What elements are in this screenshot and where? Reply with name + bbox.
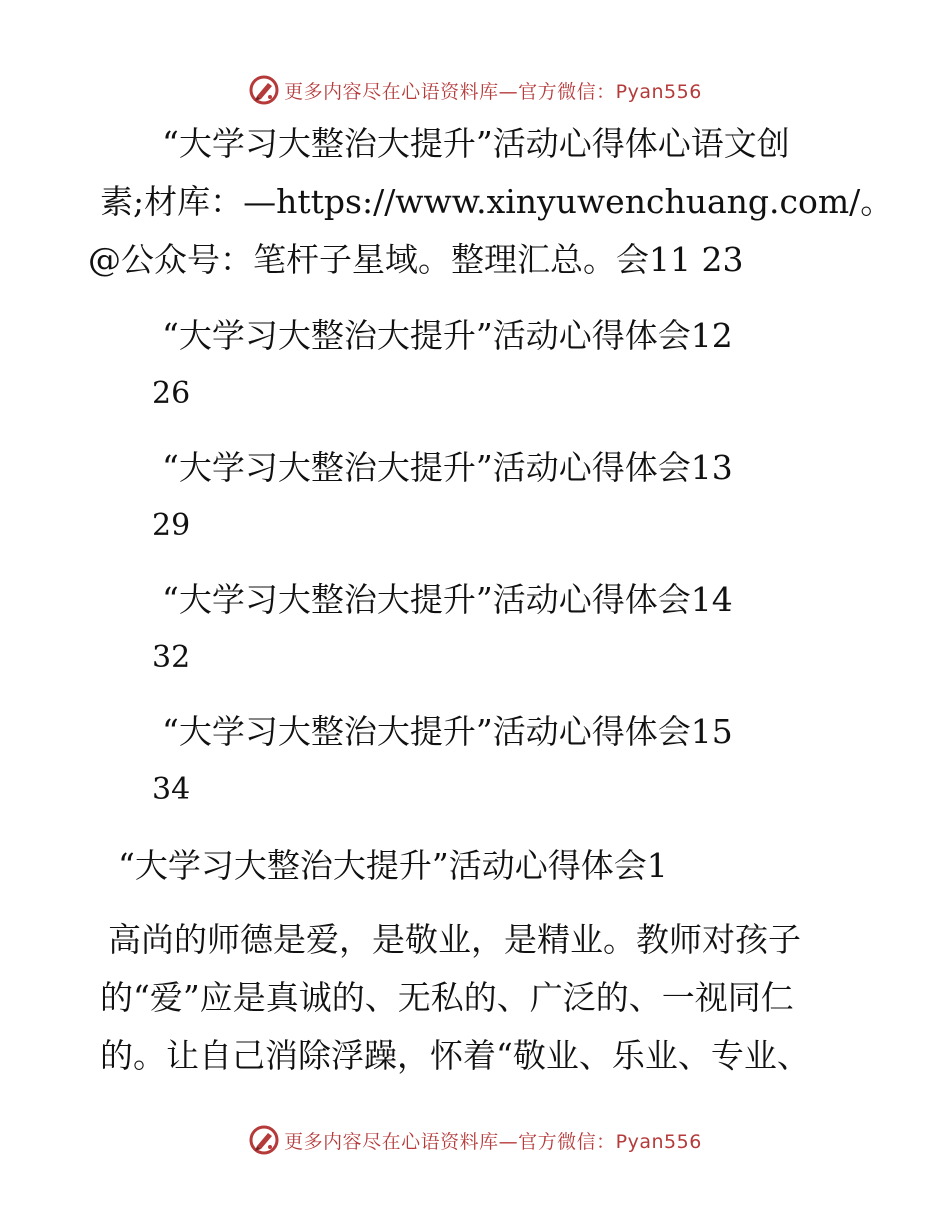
section-heading: “大学习大整治大提升”活动心得体会1: [118, 846, 668, 885]
toc-entry-page: 26: [152, 376, 191, 411]
pen-seal-icon: [248, 74, 280, 106]
toc-entry-title: “大学习大整治大提升”活动心得体会15: [162, 712, 733, 751]
paragraph-line: 的“爱”应是真诚的、无私的、广泛的、一视同仁: [100, 978, 794, 1017]
toc-entry-title: “大学习大整治大提升”活动心得体会12: [162, 316, 733, 355]
paragraph-line: 高尚的师德是爱，是敬业，是精业。教师对孩子: [108, 920, 801, 959]
toc-entry-page: 29: [152, 508, 191, 543]
toc-entry-page: 32: [152, 640, 191, 675]
paragraph-line: 的。让自己消除浮躁，怀着“敬业、乐业、专业、: [100, 1036, 810, 1075]
footer-banner: [0, 1120, 950, 1160]
header-banner: [0, 70, 950, 110]
toc-entry-title: “大学习大整治大提升”活动心得体会13: [162, 448, 733, 487]
toc-entry-page: 34: [152, 772, 191, 807]
intro-line-1: “大学习大整治大提升”活动心得体心语文创: [162, 124, 790, 163]
intro-line-3: @公众号：笔杆子星域。整理汇总。会11 23: [88, 240, 744, 279]
pen-seal-icon: [248, 1124, 280, 1156]
intro-line-2: 素;材库：—https://www.xinyuwenchuang.com/。: [100, 182, 894, 221]
banner-text: 更多内容尽在心语资料库—官方微信：Pyan556: [284, 1130, 702, 1153]
banner-text: 更多内容尽在心语资料库—官方微信：Pyan556: [284, 80, 702, 103]
toc-entry-title: “大学习大整治大提升”活动心得体会14: [162, 580, 733, 619]
